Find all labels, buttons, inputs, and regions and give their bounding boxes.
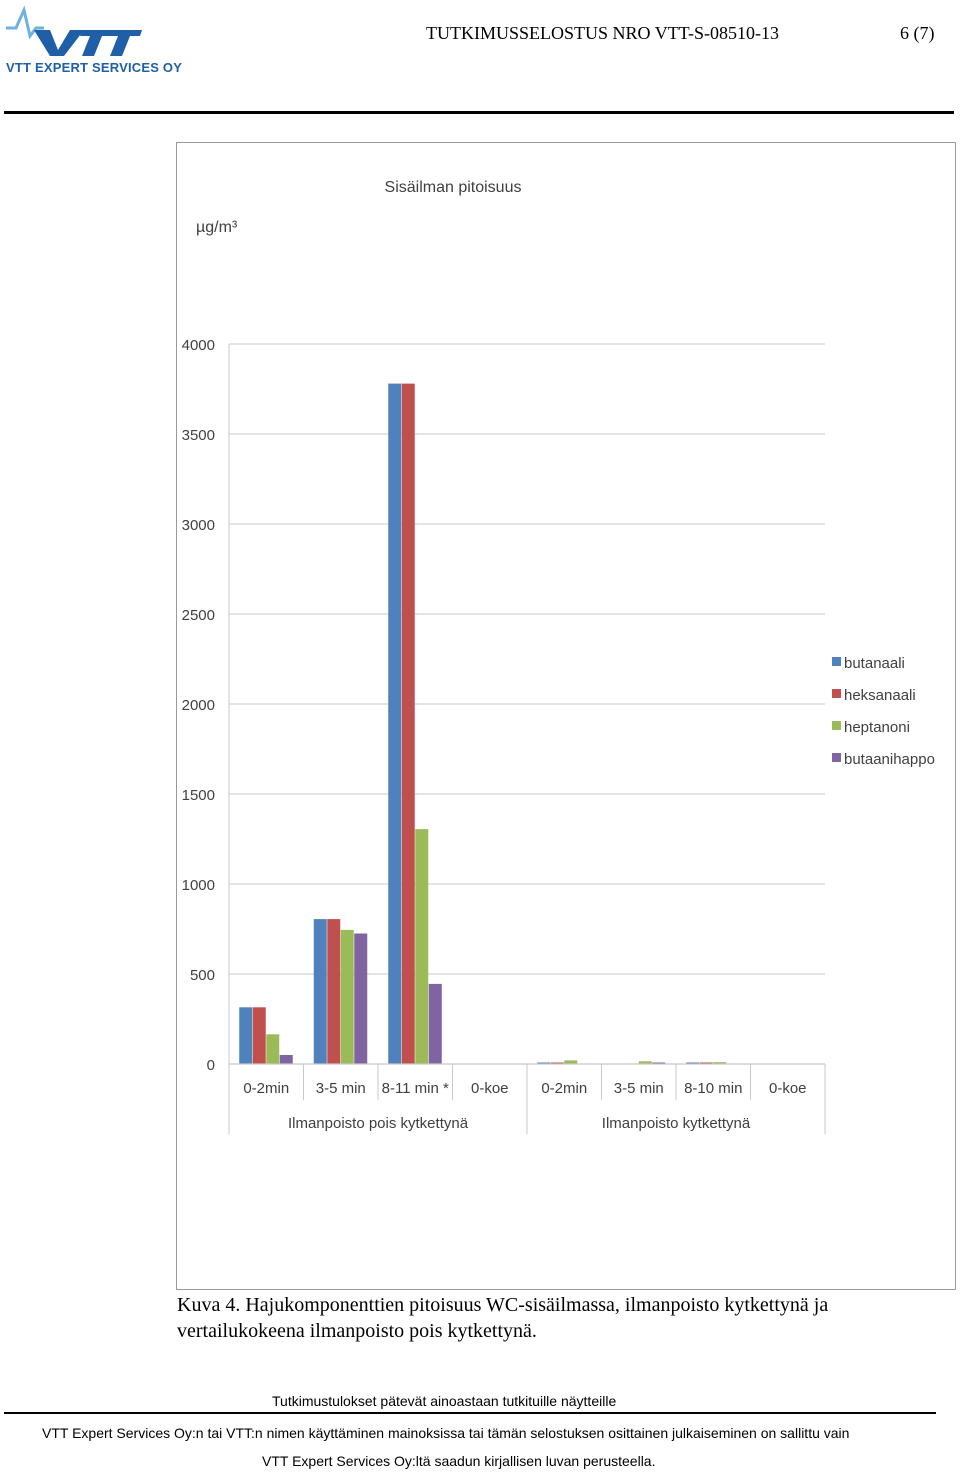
y-tick-label: 0 xyxy=(206,1057,215,1074)
x-tick-label: 0-2min xyxy=(243,1080,290,1097)
bar-heptanoni xyxy=(341,930,354,1064)
x-tick-label: 0-koe xyxy=(768,1080,807,1097)
footer-disclaimer-line2: VTT Expert Services Oy:ltä saadun kirjallisen luvan perusteella. xyxy=(262,1453,656,1469)
legend-label-butanaali: butanaali xyxy=(844,655,905,672)
page-number: 6 (7) xyxy=(900,23,935,43)
x-tick-label: 8-11 min * xyxy=(381,1080,449,1097)
bar-butaanihappo xyxy=(280,1055,293,1064)
y-tick-label: 500 xyxy=(189,967,215,984)
bar-chart xyxy=(176,142,956,1290)
group-label: Ilmanpoisto kytkettynä xyxy=(601,1115,751,1132)
x-tick-label: 3-5 min xyxy=(613,1080,664,1097)
vtt-logo-mark-icon xyxy=(4,6,144,58)
x-tick-label: 8-10 min xyxy=(684,1080,743,1097)
bar-butanaali xyxy=(239,1007,252,1064)
legend-swatch-heptanoni xyxy=(832,721,841,730)
bar-butaanihappo xyxy=(354,934,367,1065)
figure-caption: Kuva 4. Hajukomponenttien pitoisuus WC-sisäilmassa, ilmanpoisto kytkettynä ja vertailukokeena ilmanpoisto pois kytkettynä. xyxy=(177,1294,829,1342)
x-tick-label: 3-5 min xyxy=(315,1080,366,1097)
bar-heksanaali xyxy=(402,384,415,1064)
y-tick-label: 1500 xyxy=(181,787,215,804)
legend-swatch-heksanaali xyxy=(832,689,841,698)
bar-heksanaali xyxy=(253,1007,266,1064)
report-number: TUTKIMUSSELOSTUS NRO VTT-S-08510-13 xyxy=(426,23,780,43)
bar-heptanoni xyxy=(266,1034,279,1064)
y-axis-label: µg/m³ xyxy=(196,219,238,236)
legend-swatch-butanaali xyxy=(832,657,841,666)
y-tick-label: 1000 xyxy=(181,877,215,894)
legend-label-butaanihappo: butaanihappo xyxy=(844,751,935,768)
y-tick-label: 3500 xyxy=(181,427,215,444)
y-tick-label: 3000 xyxy=(181,517,215,534)
legend-label-heksanaali: heksanaali xyxy=(844,687,916,704)
footer-note: Tutkimustulokset pätevät ainoastaan tutkituille näytteille xyxy=(272,1393,617,1409)
header-divider xyxy=(4,111,954,114)
bar-butanaali xyxy=(314,919,327,1064)
bar-heksanaali xyxy=(327,919,340,1064)
y-tick-label: 2000 xyxy=(181,697,215,714)
footer-disclaimer-line1: VTT Expert Services Oy:n tai VTT:n nimen käyttäminen mainoksissa tai tämän selostuksen osittainen julkaiseminen on sallittu vain xyxy=(42,1425,850,1441)
bar-butanaali xyxy=(388,384,401,1064)
vtt-logo xyxy=(4,6,184,76)
x-tick-label: 0-2min xyxy=(541,1080,588,1097)
group-label: Ilmanpoisto pois kytkettynä xyxy=(287,1115,469,1132)
legend-label-heptanoni: heptanoni xyxy=(844,719,910,736)
x-tick-label: 0-koe xyxy=(470,1080,509,1097)
chart-title: Sisäilman pitoisuus xyxy=(384,179,522,196)
logo-text: VTT EXPERT SERVICES OY xyxy=(6,60,183,75)
y-tick-label: 2500 xyxy=(181,607,215,624)
y-tick-label: 4000 xyxy=(181,337,215,354)
footer-divider xyxy=(4,1412,936,1414)
bar-butaanihappo xyxy=(429,984,442,1064)
legend-swatch-butaanihappo xyxy=(832,753,841,762)
bar-heptanoni xyxy=(415,829,428,1064)
